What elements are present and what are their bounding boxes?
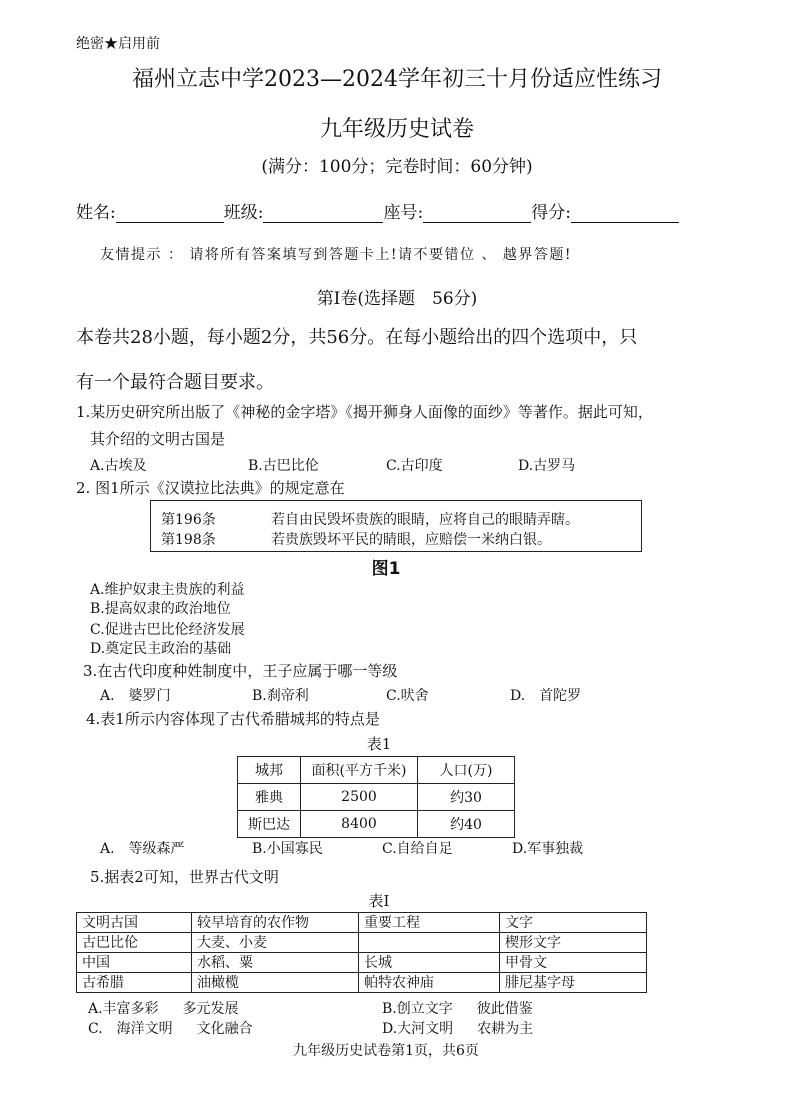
- law-text-198: 若贵族毁坏平民的睛眼，应赔偿一米纳白银。: [271, 532, 551, 548]
- page-footer: 九年级历史试卷第1页，共6页: [293, 1043, 479, 1059]
- table-cell: 腓尼基字母: [500, 973, 647, 993]
- q4-option-a[interactable]: A. 等级森严: [100, 841, 185, 857]
- table-cell: 帕特农神庙: [359, 973, 500, 993]
- q5-option-d-text: 农耕为主: [477, 1021, 534, 1037]
- q2-option-b[interactable]: B.提高奴隶的政治地位: [90, 601, 231, 617]
- score-label: 得分:: [531, 203, 571, 223]
- table-cell: 雅典: [238, 784, 301, 811]
- exam-title: 福州立志中学2023—2024学年初三十月份适应性练习: [132, 67, 662, 92]
- table-header-row: [77, 913, 647, 933]
- q5-option-a-text: 多元发展: [182, 1001, 239, 1017]
- q5-option-b-text: 彼此借鉴: [476, 1001, 533, 1017]
- q2-option-d[interactable]: D.奠定民主政治的基础: [90, 641, 232, 657]
- table-row: [238, 784, 515, 811]
- q5-stem: 5.据表2可知，世界古代文明: [90, 868, 279, 886]
- class-label: 班级:: [223, 203, 264, 223]
- table1: [237, 756, 515, 838]
- figure-caption: 图1: [371, 559, 401, 579]
- law-article-198: 第198条: [161, 532, 216, 548]
- name-label: 姓名:: [76, 203, 116, 223]
- q4-option-b[interactable]: B.小国寡民: [252, 841, 323, 857]
- name-field[interactable]: [116, 208, 224, 223]
- table-row: [238, 811, 515, 838]
- table-cell: 约30: [418, 784, 515, 811]
- tip-text: 友情提示 ： 请将所有答案填写到答题卡上!请不要错位 、 越界答题!: [100, 247, 573, 263]
- q1-option-c[interactable]: C.古印度: [386, 458, 443, 474]
- q5-option-c-label: C. 海洋文明: [88, 1021, 173, 1037]
- seat-label: 座号:: [383, 203, 424, 223]
- q1-option-d[interactable]: D.古罗马: [518, 458, 576, 474]
- q5-option-d-label: D.大河文明: [382, 1021, 454, 1037]
- table-cell: 古巴比伦: [77, 933, 192, 953]
- table-header-cell: 面积(平方千米): [301, 757, 418, 784]
- q1-option-b[interactable]: B.古巴比伦: [248, 458, 319, 474]
- q2-option-c[interactable]: C.促进古巴比伦经济发展: [90, 622, 245, 638]
- table-cell: 中国: [77, 953, 192, 973]
- section-title: 第Ⅰ卷(选择题 56分): [316, 289, 478, 309]
- score-field[interactable]: [571, 208, 679, 223]
- q2-option-a[interactable]: A.维护奴隶主贵族的利益: [90, 582, 245, 598]
- table-cell: 楔形文字: [500, 933, 647, 953]
- q5-option-b-label: B.创立文字: [382, 1001, 453, 1017]
- table-cell: 水稻、粟: [192, 953, 359, 973]
- q4-option-d[interactable]: D.军事独裁: [512, 841, 584, 857]
- table-cell: 长城: [359, 953, 500, 973]
- table-header-cell: 文字: [500, 913, 647, 933]
- q3-option-c[interactable]: C.吠舍: [386, 688, 429, 704]
- table-header-cell: 文明古国: [77, 913, 192, 933]
- table-header-cell: 人口(万): [418, 757, 515, 784]
- q5-option-d[interactable]: [382, 1018, 533, 1038]
- table-cell: 大麦、小麦: [192, 933, 359, 953]
- table2: [76, 912, 647, 993]
- section-intro-line2: 有一个最符合题目要求。: [76, 372, 274, 393]
- law-figure-box: [150, 500, 642, 552]
- table-row: [77, 933, 647, 953]
- law-article-196: 第196条: [161, 512, 216, 528]
- table-cell: 2500: [301, 784, 418, 811]
- q2-stem: 2. 图1所示《汉谟拉比法典》的规定意在: [76, 479, 345, 497]
- table-header-cell: 城邦: [238, 757, 301, 784]
- q5-option-c[interactable]: [88, 1018, 253, 1038]
- q1-stem-cont: 其介绍的文明古国是: [90, 430, 226, 448]
- table-cell: 古希腊: [77, 973, 192, 993]
- q5-option-a-label: A.丰富多彩: [88, 1001, 159, 1017]
- class-field[interactable]: [263, 208, 383, 223]
- q5-option-b[interactable]: [382, 998, 533, 1018]
- table1-caption: 表1: [366, 735, 392, 753]
- q3-option-a[interactable]: A. 婆罗门: [100, 688, 171, 704]
- table-cell: [359, 933, 500, 953]
- table-cell: 约40: [418, 811, 515, 838]
- law-text-196: 若自由民毁坏贵族的眼睛，应将自己的眼睛弄瞎。: [271, 512, 579, 528]
- q4-stem: 4.表1所示内容体现了古代希腊城邦的特点是: [86, 710, 380, 728]
- seat-field[interactable]: [423, 208, 531, 223]
- table-row: [77, 953, 647, 973]
- table2-caption: 表I: [368, 892, 390, 910]
- exam-subtitle: 九年级历史试卷: [319, 117, 474, 142]
- q3-option-d[interactable]: D. 首陀罗: [510, 688, 582, 704]
- q3-stem: 3.在古代印度种姓制度中，王子应属于哪一等级: [83, 662, 398, 680]
- table-header-cell: 重要工程: [359, 913, 500, 933]
- section-intro-line1: 本卷共28小题，每小题2分，共56分。在每小题给出的四个选项中，只: [76, 327, 638, 348]
- secret-label: 绝密★启用前: [76, 36, 160, 52]
- q4-option-c[interactable]: C.自给自足: [382, 841, 453, 857]
- table-cell: 油橄榄: [192, 973, 359, 993]
- student-info-row: [76, 198, 679, 223]
- table-header-cell: 较早培育的农作物: [192, 913, 359, 933]
- table-cell: 8400: [301, 811, 418, 838]
- q5-option-c-text: 文化融合: [196, 1021, 253, 1037]
- table-cell: 甲骨文: [500, 953, 647, 973]
- table-row: [77, 973, 647, 993]
- q1-option-a[interactable]: A.古埃及: [90, 458, 147, 474]
- exam-meta: (满分：100分；完卷时间：60分钟): [261, 157, 533, 177]
- table-cell: 斯巴达: [238, 811, 301, 838]
- table-header-row: [238, 757, 515, 784]
- q3-option-b[interactable]: B.刹帝利: [252, 688, 309, 704]
- q1-stem: 1.某历史研究所出版了《神秘的金字塔》《揭开狮身人面像的面纱》等著作。据此可知，: [76, 403, 653, 421]
- q5-option-a[interactable]: [88, 998, 239, 1018]
